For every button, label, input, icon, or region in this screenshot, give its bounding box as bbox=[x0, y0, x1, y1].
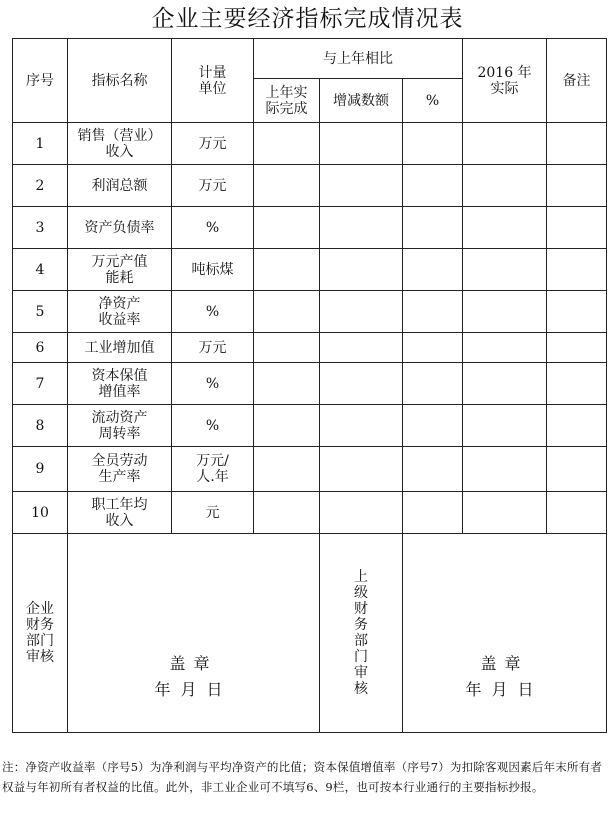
row-indicator-name-line1: 销售（营业） bbox=[77, 127, 162, 144]
enterprise-sign-area bbox=[68, 534, 320, 733]
header-compare-group: 与上年相比 bbox=[254, 39, 463, 79]
row-unit-line1: 万元 bbox=[198, 135, 227, 152]
row-indicator-name bbox=[68, 123, 172, 165]
stamp-label: 盖章 bbox=[169, 654, 218, 673]
row-indicator-name bbox=[68, 207, 172, 249]
row-unit bbox=[172, 291, 254, 333]
row-indicator-name-line1: 净资产 bbox=[98, 295, 141, 312]
row-last-year-cell bbox=[254, 165, 320, 207]
header-last-year-line1: 上年实 bbox=[265, 84, 308, 101]
row-unit-line1: 吨标煤 bbox=[191, 261, 234, 278]
row-index: 10 bbox=[13, 492, 68, 534]
row-unit-line1: % bbox=[205, 375, 220, 392]
header-actual bbox=[463, 39, 547, 123]
row-indicator-name-line1: 流动资产 bbox=[91, 409, 148, 426]
row-unit bbox=[172, 123, 254, 165]
header-change-amount: 增减数额 bbox=[320, 79, 403, 123]
date-label: 年月日 bbox=[154, 680, 233, 699]
row-change-amount-cell bbox=[320, 447, 403, 492]
signoff-row bbox=[13, 534, 607, 733]
row-indicator-name-line1: 全员劳动 bbox=[91, 453, 148, 469]
row-indicator-name bbox=[68, 165, 172, 207]
superior-finance-review-label-char: 审 bbox=[354, 665, 368, 681]
row-unit bbox=[172, 492, 254, 534]
row-index: 3 bbox=[13, 207, 68, 249]
row-actual-cell bbox=[463, 333, 547, 363]
row-remarks-cell bbox=[547, 333, 607, 363]
header-remarks: 备注 bbox=[547, 39, 607, 123]
row-indicator-name-line1: 资产负债率 bbox=[84, 219, 155, 236]
row-index: 7 bbox=[13, 363, 68, 405]
row-index: 8 bbox=[13, 405, 68, 447]
row-actual-cell bbox=[463, 291, 547, 333]
row-change-amount-cell bbox=[320, 291, 403, 333]
row-last-year-cell bbox=[254, 249, 320, 291]
row-change-amount-cell bbox=[320, 249, 403, 291]
row-change-amount-cell bbox=[320, 363, 403, 405]
row-indicator-name-line1: 利润总额 bbox=[91, 177, 148, 194]
enterprise-finance-review-label-line: 部门 bbox=[26, 633, 54, 649]
row-change-amount-cell bbox=[320, 207, 403, 249]
row-percent-cell bbox=[403, 363, 463, 405]
row-change-amount-cell bbox=[320, 123, 403, 165]
row-unit bbox=[172, 333, 254, 363]
superior-finance-review-label-char: 部 bbox=[354, 633, 368, 649]
row-indicator-name-line2: 收入 bbox=[105, 143, 134, 160]
row-indicator-name bbox=[68, 492, 172, 534]
row-unit bbox=[172, 207, 254, 249]
row-unit bbox=[172, 447, 254, 492]
row-remarks-cell bbox=[547, 291, 607, 333]
row-remarks-cell bbox=[547, 165, 607, 207]
row-indicator-name-line1: 万元产值 bbox=[91, 253, 148, 270]
superior-finance-review-label-char: 门 bbox=[354, 649, 368, 665]
table-row bbox=[13, 207, 607, 249]
superior-finance-review-label-char: 财 bbox=[354, 601, 368, 617]
row-indicator-name bbox=[68, 447, 172, 492]
row-actual-cell bbox=[463, 123, 547, 165]
row-unit bbox=[172, 249, 254, 291]
row-indicator-name-line2: 周转率 bbox=[98, 425, 141, 442]
row-unit-line1: 万元/ bbox=[196, 453, 229, 469]
row-index: 1 bbox=[13, 123, 68, 165]
row-indicator-name-line2: 收益率 bbox=[98, 311, 141, 328]
row-percent-cell bbox=[403, 291, 463, 333]
row-percent-cell bbox=[403, 123, 463, 165]
superior-finance-review-label-char: 级 bbox=[354, 585, 368, 601]
row-unit bbox=[172, 405, 254, 447]
row-percent-cell bbox=[403, 405, 463, 447]
table-row bbox=[13, 405, 607, 447]
row-change-amount-cell bbox=[320, 333, 403, 363]
row-indicator-name-line2: 能耗 bbox=[105, 269, 134, 286]
superior-finance-review-label-char: 务 bbox=[354, 617, 368, 633]
row-index: 4 bbox=[13, 249, 68, 291]
superior-finance-review-label bbox=[320, 534, 403, 733]
row-actual-cell bbox=[463, 405, 547, 447]
table-row bbox=[13, 492, 607, 534]
row-remarks-cell bbox=[547, 363, 607, 405]
footnote: 注：净资产收益率（序号5）为净利润与平均净资产的比值；资本保值增值率（序号7）为扣除客观因素后年末所有者权益与年初所有者权益的比值。此外，非工业企业可不填写6、9栏，也可按本行业通行的主要指标抄报。 bbox=[2, 760, 603, 794]
row-unit-line2: 人.年 bbox=[196, 469, 229, 485]
row-indicator-name bbox=[68, 405, 172, 447]
header-unit bbox=[172, 39, 254, 123]
header-actual-line2: 实际 bbox=[490, 80, 519, 97]
row-unit-line1: % bbox=[205, 303, 220, 320]
row-unit-line1: % bbox=[205, 219, 220, 236]
row-last-year-cell bbox=[254, 123, 320, 165]
header-percent: % bbox=[403, 79, 463, 123]
row-indicator-name-line1: 资本保值 bbox=[91, 367, 148, 384]
row-remarks-cell bbox=[547, 207, 607, 249]
superior-finance-review-label-char: 上 bbox=[354, 569, 368, 585]
row-percent-cell bbox=[403, 333, 463, 363]
page-title: 企业主要经济指标完成情况表 bbox=[151, 6, 464, 32]
row-unit-line1: 万元 bbox=[198, 177, 227, 194]
header-unit-line1: 计量 bbox=[198, 64, 227, 81]
row-indicator-name bbox=[68, 291, 172, 333]
row-percent-cell bbox=[403, 249, 463, 291]
enterprise-finance-review-label-line: 财务 bbox=[26, 617, 54, 633]
header-last-year bbox=[254, 79, 320, 123]
row-indicator-name-line2: 生产率 bbox=[98, 469, 141, 485]
row-index: 6 bbox=[13, 333, 68, 363]
row-last-year-cell bbox=[254, 291, 320, 333]
row-remarks-cell bbox=[547, 405, 607, 447]
row-unit-line1: 元 bbox=[205, 504, 220, 521]
header-last-year-line2: 际完成 bbox=[265, 100, 308, 117]
superior-sign-area bbox=[403, 534, 607, 733]
row-actual-cell bbox=[463, 207, 547, 249]
header-unit-line2: 单位 bbox=[198, 80, 227, 97]
row-actual-cell bbox=[463, 492, 547, 534]
row-remarks-cell bbox=[547, 447, 607, 492]
table-row bbox=[13, 249, 607, 291]
row-change-amount-cell bbox=[320, 165, 403, 207]
row-percent-cell bbox=[403, 165, 463, 207]
row-indicator-name-line2: 增值率 bbox=[98, 383, 141, 400]
row-percent-cell bbox=[403, 207, 463, 249]
table-row bbox=[13, 165, 607, 207]
row-remarks-cell bbox=[547, 249, 607, 291]
row-last-year-cell bbox=[254, 333, 320, 363]
table-row bbox=[13, 123, 607, 165]
header-name: 指标名称 bbox=[68, 39, 172, 123]
table-row bbox=[13, 363, 607, 405]
header-index: 序号 bbox=[13, 39, 68, 123]
row-change-amount-cell bbox=[320, 405, 403, 447]
enterprise-finance-review-label bbox=[13, 534, 68, 733]
superior-finance-review-label-char: 核 bbox=[354, 681, 368, 697]
row-index: 9 bbox=[13, 447, 68, 492]
table-row bbox=[13, 291, 607, 333]
row-actual-cell bbox=[463, 447, 547, 492]
indicators-table bbox=[12, 38, 607, 733]
row-change-amount-cell bbox=[320, 492, 403, 534]
row-indicator-name-line1: 职工年均 bbox=[91, 496, 148, 513]
row-unit bbox=[172, 363, 254, 405]
row-indicator-name-line1: 工业增加值 bbox=[84, 339, 155, 356]
row-indicator-name bbox=[68, 333, 172, 363]
row-percent-cell bbox=[403, 492, 463, 534]
date-label: 年月日 bbox=[465, 680, 544, 699]
row-indicator-name-line2: 收入 bbox=[105, 512, 134, 529]
row-indicator-name bbox=[68, 363, 172, 405]
row-last-year-cell bbox=[254, 492, 320, 534]
row-last-year-cell bbox=[254, 447, 320, 492]
row-unit-line1: 万元 bbox=[198, 339, 227, 356]
row-last-year-cell bbox=[254, 363, 320, 405]
table-row bbox=[13, 333, 607, 363]
row-unit bbox=[172, 165, 254, 207]
row-remarks-cell bbox=[547, 123, 607, 165]
stamp-label: 盖章 bbox=[480, 654, 529, 673]
enterprise-finance-review-label-line: 审核 bbox=[26, 649, 54, 665]
row-index: 5 bbox=[13, 291, 68, 333]
row-last-year-cell bbox=[254, 207, 320, 249]
header-actual-line1: 2016 年 bbox=[477, 64, 532, 81]
row-index: 2 bbox=[13, 165, 68, 207]
row-actual-cell bbox=[463, 363, 547, 405]
row-indicator-name bbox=[68, 249, 172, 291]
row-actual-cell bbox=[463, 249, 547, 291]
row-unit-line1: % bbox=[205, 417, 220, 434]
enterprise-finance-review-label-line: 企业 bbox=[26, 601, 54, 617]
row-last-year-cell bbox=[254, 405, 320, 447]
row-remarks-cell bbox=[547, 492, 607, 534]
table-row bbox=[13, 447, 607, 492]
row-percent-cell bbox=[403, 447, 463, 492]
row-actual-cell bbox=[463, 165, 547, 207]
